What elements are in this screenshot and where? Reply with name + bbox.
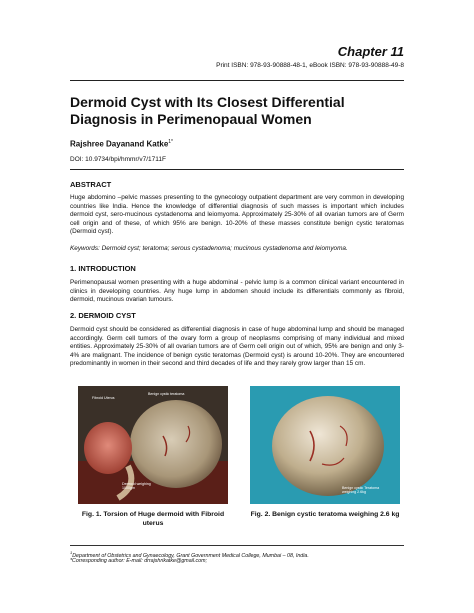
figure-1-caption: Fig. 1. Torsion of Huge dermoid with Fibroid uterus [81, 511, 225, 527]
abstract-text: Huge abdomino –pelvic masses presenting to the gynecology outpatient department are very common in developing countries like India. Hence the knowledge of differential diagnosis of such masses is important which includes dermoid cyst, sero-mucinous cystadenoma and leiomyoma. Approximately 25-30% of all ovarian tumors are of Germ cell origin and of these, of which 95% are benign. 10-20% of these masses constitute benign cystic teratomas (Dermoid cyst). [70, 194, 404, 236]
figure-2-photo [250, 386, 400, 504]
keywords: Keywords: Dermoid cyst; teratoma; serous cystadenoma; mucinous cystadenoma and leiomyoma. [70, 245, 348, 252]
dermoid-text: Dermoid cyst should be considered as differential diagnosis in case of huge abdominal lump and should be managed accordingly. Germ cell tumors of the ovary form a group of neoplasms comprising of many individual and mixed entities. Approximately 25-30% of all ovarian tumors are of Germ cell origin out of which, 95% are benign and only 3-4% are malignant. The incidence of benign cystic teratomas (Dermoid cyst) is around 10-20%. They are encountered predominantly in women in their second and third decades of life and they rarely grow larger than 15 cm. [70, 326, 404, 368]
footnote-corresponding: *Corresponding author: E-mail: drrajshrikatke@gmail.com; [70, 558, 207, 564]
chapter-label: Chapter 11 [337, 44, 404, 59]
author-superscript: 1* [168, 139, 173, 145]
affiliation-text: Department of Obstetrics and Gynaecology, Grant Government Medical College, Mumbai – 08, India. [72, 552, 309, 559]
author-name: Rajshree Dayanand Katke [70, 139, 169, 149]
affiliation-mark: 1 [70, 550, 73, 555]
intro-heading: 1. INTRODUCTION [70, 264, 136, 273]
intro-text: Perimenopausal women presenting with a huge abdominal - pelvic lump is a common clinical variant encountered in clinics in developing countries. Any huge lump in abdomen should include its differentials commonly as fibroid, dermoid, mucinous ovarian tumours. [70, 279, 404, 304]
figure-1-label-fibroid: Fibroid Uterus [92, 396, 115, 400]
isbn-line: Print ISBN: 978-93-90888-48-1, eBook ISBN: 978-93-90888-49-8 [216, 62, 404, 69]
author-line [70, 139, 173, 149]
header-divider [70, 80, 404, 81]
abstract-heading: ABSTRACT [70, 180, 112, 189]
article-title: Dermoid Cyst with Its Closest Differential Diagnosis in Perimenopaual Women [70, 94, 345, 127]
dermoid-heading: 2. DERMOID CYST [70, 311, 136, 320]
figure-2-caption: Fig. 2. Benign cystic teratoma weighing 2.6 kg [250, 511, 400, 518]
figure-1-photo [78, 386, 228, 504]
figure-2-label: Benign cystic Teratoma weighing 2.6kg [342, 486, 380, 494]
figure-1-label-weight: Dermoid weighing 1000gm [122, 482, 151, 490]
title-divider [70, 169, 404, 170]
doi: DOI: 10.9734/bpi/hmmr/v7/1711F [70, 156, 166, 163]
figure-1-label-teratoma: Benign cystic teratoma [148, 392, 185, 396]
footer-divider [70, 545, 404, 546]
